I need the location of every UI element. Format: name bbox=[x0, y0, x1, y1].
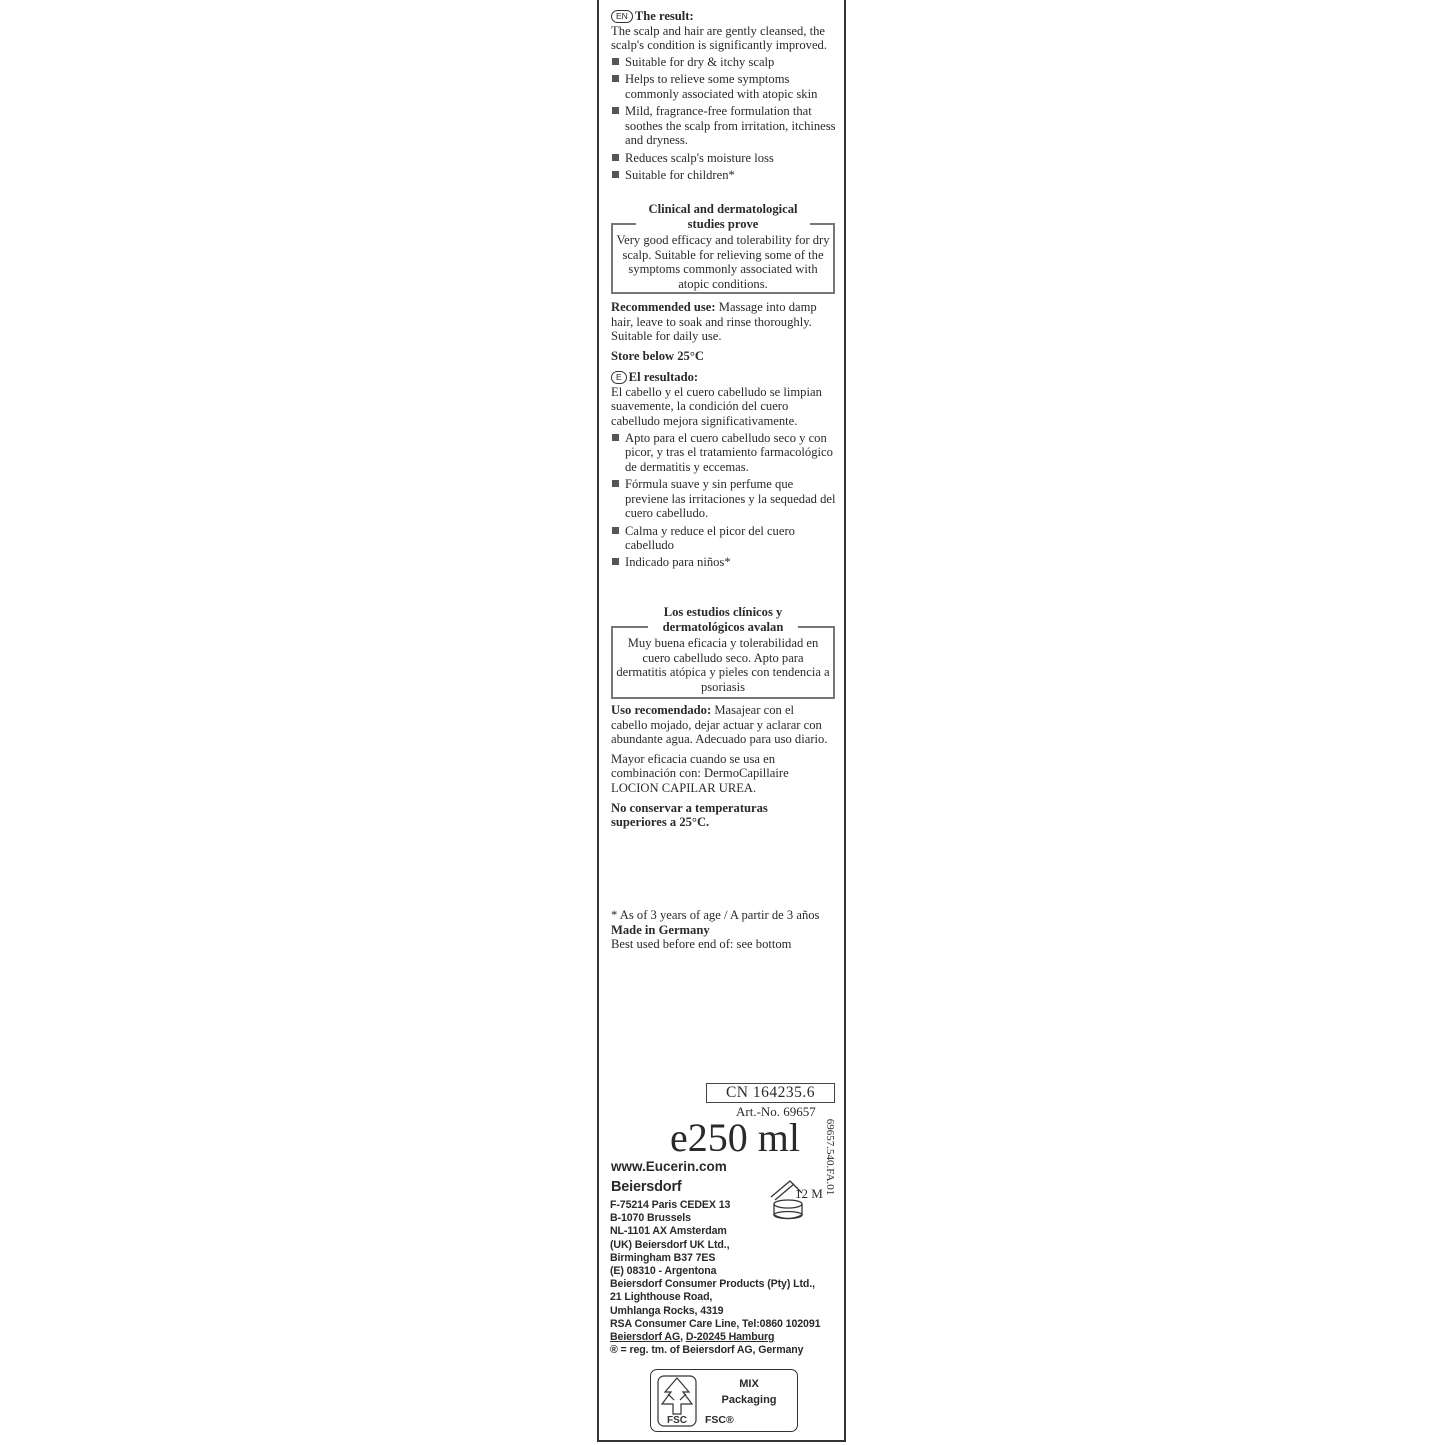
es-recommended-use: Uso recomendado: Masajear con el cabello mojado, dejar actuar y aclarar con abundante agua. Adecuado para uso diario. bbox=[611, 703, 828, 747]
es-studies-box bbox=[611, 626, 835, 699]
address-block: F-75214 Paris CEDEX 13 B-1070 Brussels NL-1101 AX Amsterdam (UK) Beiersdorf UK Ltd., Birmingham B37 7ES (E) 08310 - Argentona Beiersdorf Consumer Products (Pty) Ltd., 21 Lighthouse Road, Umhlanga Rocks, 4319 RSA Consumer Care Line, Tel:0860 102091 Beiersdorf AG, D-20245 Hamburg ® = reg. tm. of Beiersdorf AG, Germany bbox=[610, 1199, 840, 1357]
en-studies-text: Very good efficacy and tolerability for dry scalp. Suitable for relieving some of the symptoms commonly associated with atopic conditions. bbox=[616, 233, 830, 291]
es-storage-note: No conservar a temperaturas superiores a 25°C. bbox=[611, 800, 768, 830]
estimated-sign-icon: e bbox=[670, 1115, 688, 1160]
bullet-square-icon bbox=[612, 171, 619, 178]
list-item: Indicado para niños* bbox=[611, 555, 839, 570]
en-heading-row bbox=[611, 9, 839, 24]
en-usage-section bbox=[611, 300, 839, 363]
es-combination-note: Mayor eficacia cuando se usa en combinación con: DermoCapillaire LOCION CAPILAR UREA. bbox=[611, 751, 789, 795]
list-item: Calma y reduce el picor del cuero cabelludo bbox=[611, 524, 839, 553]
period-after-opening: 12 M bbox=[795, 1186, 823, 1201]
bullet-square-icon bbox=[612, 558, 619, 565]
fsc-logo-text: FSC bbox=[667, 1415, 687, 1426]
es-studies-text: Muy buena eficacia y tolerabilidad en cuero cabelludo seco. Apto para dermatitis atópica y pieles con tendencia a psoriasis bbox=[616, 636, 830, 694]
best-before: Best used before end of: see bottom bbox=[611, 937, 792, 952]
bullet-square-icon bbox=[612, 107, 619, 114]
en-recommended-use: Recommended use: Massage into damp hair, leave to soak and rinse thoroughly. Suitable for daily use. bbox=[611, 300, 817, 344]
fsc-label bbox=[650, 1369, 798, 1432]
age-note: * As of 3 years of age / A partir de 3 años bbox=[611, 908, 820, 922]
list-item: Reduces scalp's moisture loss bbox=[611, 151, 839, 166]
list-item: Suitable for children* bbox=[611, 168, 839, 183]
headquarters: Beiersdorf AG, D-20245 Hamburg bbox=[610, 1331, 775, 1344]
article-number: Art.-No. 69657 bbox=[736, 1104, 816, 1119]
es-heading-row bbox=[611, 370, 839, 385]
cn-code-box: CN 164235.6 bbox=[706, 1083, 835, 1103]
list-item: Helps to relieve some symptoms commonly associated with atopic skin bbox=[611, 72, 839, 101]
bullet-square-icon bbox=[612, 527, 619, 534]
vertical-product-code: 69657.540.FA.01 bbox=[824, 1118, 836, 1196]
bullet-square-icon bbox=[612, 154, 619, 161]
es-intro: El cabello y el cuero cabelludo se limpian suavemente, la condición del cuero cabelludo mejora significativamente. bbox=[611, 384, 822, 428]
volume-row bbox=[670, 1116, 800, 1160]
es-language-badge: E bbox=[611, 371, 627, 384]
website: www.Eucerin.com bbox=[611, 1159, 727, 1174]
en-studies-title: Clinical and dermatological studies prove bbox=[636, 202, 810, 231]
es-usage-section bbox=[611, 703, 839, 830]
en-studies-box bbox=[611, 223, 835, 294]
list-item: Fórmula suave y sin perfume que previene las irritaciones y la sequedad del cuero cabelludo. bbox=[611, 477, 839, 521]
es-studies-title: Los estudios clínicos y dermatológicos avalan bbox=[648, 605, 798, 634]
company-name: Beiersdorf bbox=[611, 1179, 682, 1195]
spanish-section bbox=[611, 370, 839, 572]
es-bullet-list bbox=[611, 431, 839, 570]
es-heading: El resultado: bbox=[628, 370, 699, 384]
footer-notes bbox=[611, 908, 846, 952]
fsc-mark: FSC® bbox=[705, 1414, 734, 1426]
fsc-tree-icon bbox=[656, 1374, 698, 1428]
trademark-note: ® = reg. tm. of Beiersdorf AG, Germany bbox=[610, 1344, 804, 1357]
en-heading: The result: bbox=[634, 9, 694, 23]
list-item: Suitable for dry & itchy scalp bbox=[611, 55, 839, 70]
bullet-square-icon bbox=[612, 75, 619, 82]
bullet-square-icon bbox=[612, 434, 619, 441]
made-in: Made in Germany bbox=[611, 922, 710, 937]
list-item: Mild, fragrance-free formulation that soothes the scalp from irritation, itchiness and dryness. bbox=[611, 104, 839, 148]
en-bullet-list bbox=[611, 55, 839, 182]
bullet-square-icon bbox=[612, 480, 619, 487]
english-section bbox=[611, 9, 839, 185]
bullet-square-icon bbox=[612, 58, 619, 65]
en-language-badge: EN bbox=[611, 10, 633, 23]
fsc-label-text: MIX Packaging bbox=[721, 1378, 777, 1406]
en-storage-note: Store below 25°C bbox=[611, 348, 704, 363]
volume: 250 ml bbox=[687, 1115, 800, 1160]
list-item: Apto para el cuero cabelludo seco y con picor, y tras el tratamiento farmacológico de dermatitis y eccemas. bbox=[611, 431, 839, 475]
en-intro: The scalp and hair are gently cleansed, the scalp's condition is significantly improved. bbox=[611, 23, 827, 53]
